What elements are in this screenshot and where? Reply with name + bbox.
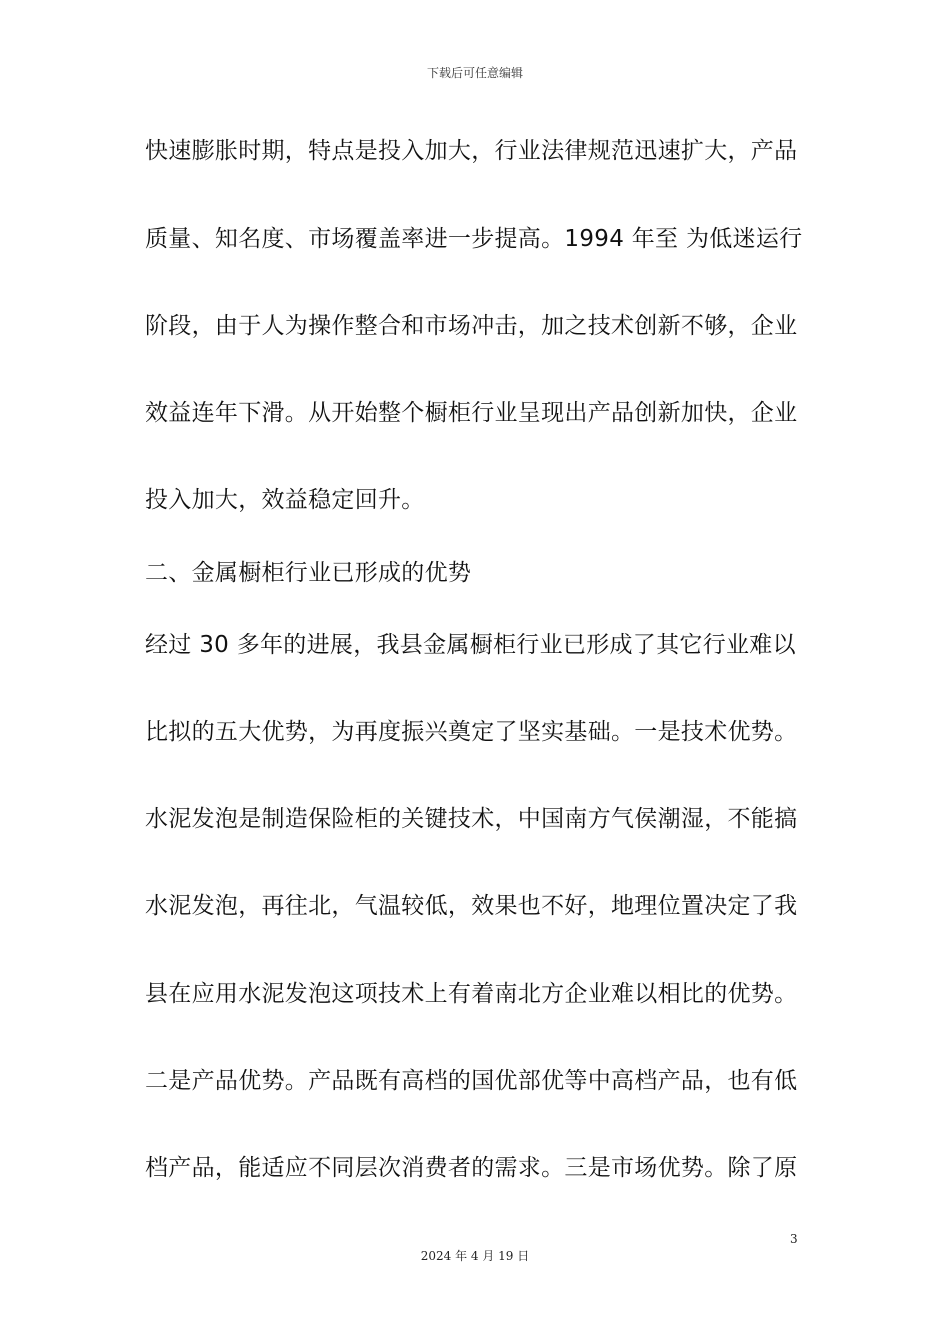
paragraph-line: 县在应用水泥发泡这项技术上有着南北方企业难以相比的优势。	[145, 981, 798, 1007]
page-header: 下载后可任意编辑	[426, 66, 523, 80]
paragraph-line: 投入加大，效益稳定回升。	[145, 487, 425, 513]
page-number: 3	[790, 1232, 798, 1246]
footer-date: 2024 年 4 月 19 日	[420, 1249, 530, 1263]
section-heading: 二、金属橱柜行业已形成的优势	[145, 560, 472, 586]
paragraph-line: 二是产品优势。产品既有高档的国优部优等中高档产品，也有低	[145, 1068, 798, 1094]
paragraph-line: 质量、知名度、市场覆盖率进一步提高。1994 年至 为低迷运行	[145, 226, 803, 252]
paragraph-line: 经过 30 多年的进展，我县金属橱柜行业已形成了其它行业难以	[145, 632, 796, 658]
paragraph-line: 效益连年下滑。从开始整个橱柜行业呈现出产品创新加快，企业	[145, 400, 798, 426]
paragraph-line: 比拟的五大优势，为再度振兴奠定了坚实基础。一是技术优势。	[145, 719, 798, 745]
paragraph-line: 水泥发泡，再往北，气温较低，效果也不好，地理位置决定了我	[145, 893, 798, 919]
paragraph-line: 快速膨胀时期，特点是投入加大，行业法律规范迅速扩大，产品	[145, 138, 798, 164]
paragraph-line: 阶段，由于人为操作整合和市场冲击，加之技术创新不够，企业	[145, 313, 798, 339]
paragraph-line: 水泥发泡是制造保险柜的关键技术，中国南方气侯潮湿，不能搞	[145, 806, 798, 832]
paragraph-line: 档产品，能适应不同层次消费者的需求。三是市场优势。除了原	[145, 1155, 798, 1181]
